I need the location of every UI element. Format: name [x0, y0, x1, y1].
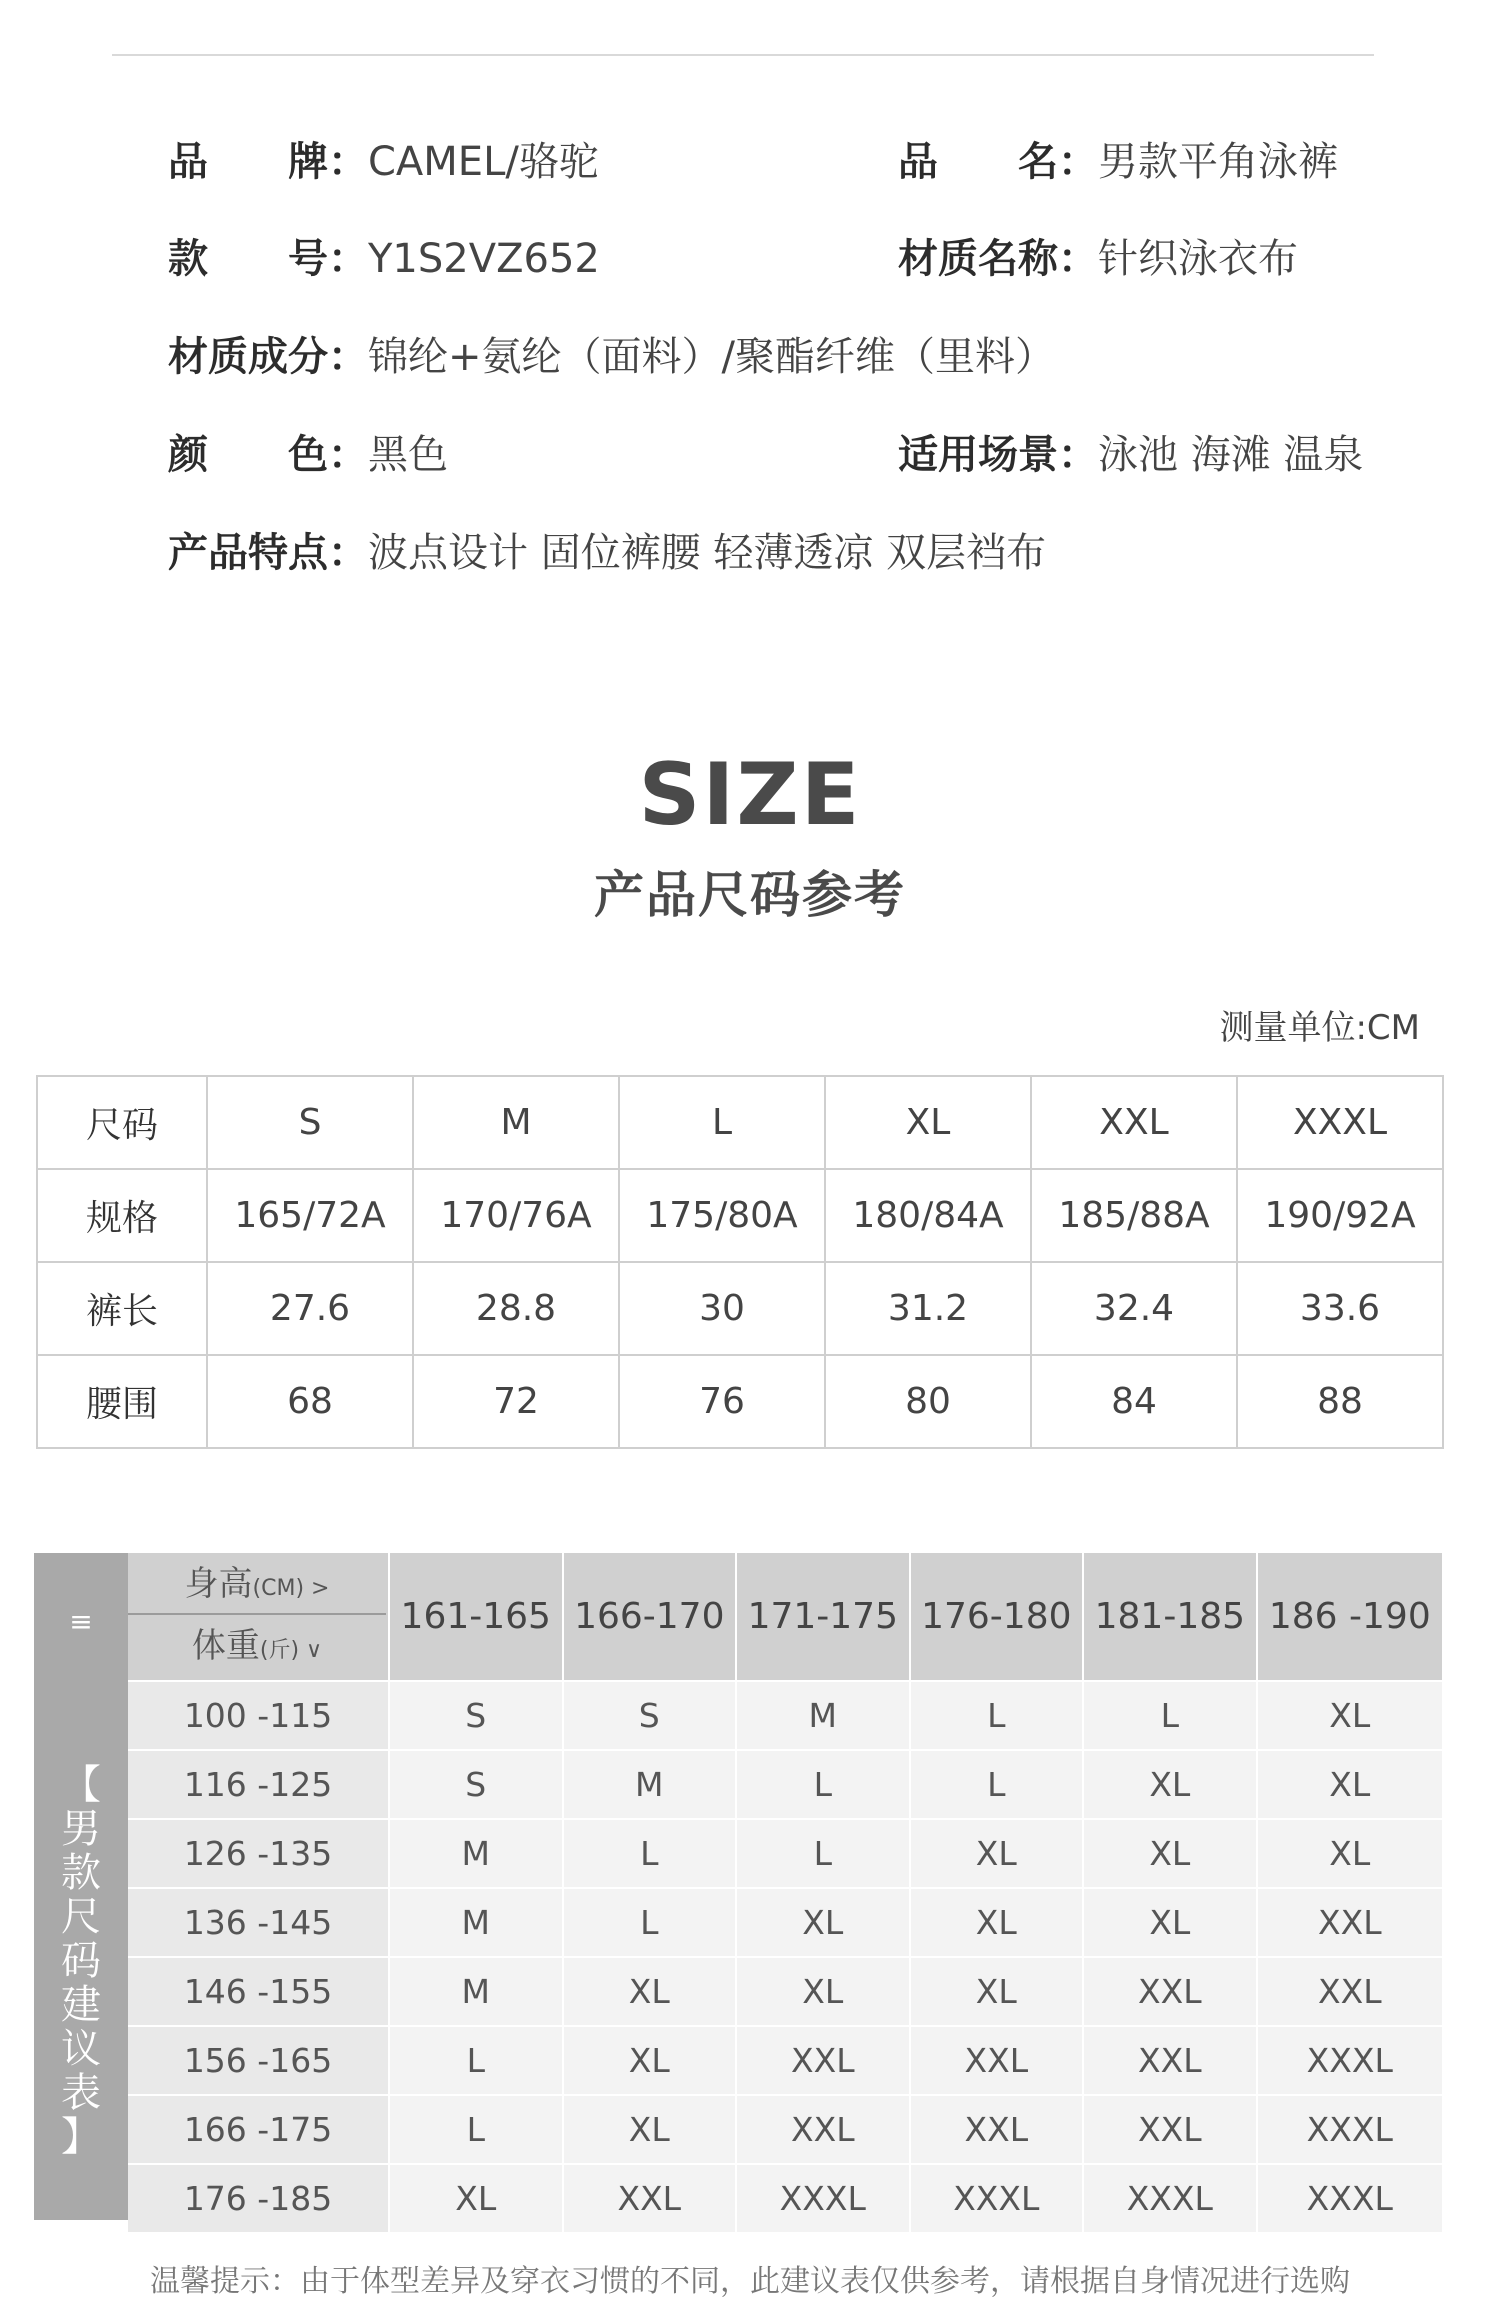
weight-row-header: 146 -155	[128, 1957, 389, 2026]
table-cell: XL	[1257, 1819, 1443, 1888]
table-cell: M	[389, 1819, 563, 1888]
features-label: 产品特点：	[168, 530, 368, 576]
weight-row-header: 156 -165	[128, 2026, 389, 2095]
brand-label: 品 牌：	[168, 139, 368, 185]
table-cell: XL	[1257, 1681, 1443, 1750]
height-column-header: 181-185	[1083, 1553, 1257, 1681]
table-cell: XL	[563, 2095, 737, 2164]
table-cell: S	[389, 1750, 563, 1819]
info-scene	[898, 425, 1363, 485]
table-cell: XXXL	[1237, 1076, 1443, 1169]
table-row	[37, 1169, 1443, 1262]
row-header: 尺码	[37, 1076, 207, 1169]
table-cell: XXXL	[910, 2164, 1084, 2232]
table-cell: XXXL	[1257, 2164, 1443, 2232]
table-cell: 28.8	[413, 1262, 619, 1355]
table-row	[128, 1819, 1443, 1888]
table-cell: 88	[1237, 1355, 1443, 1448]
table-cell: XL	[1083, 1819, 1257, 1888]
table-cell: L	[389, 2095, 563, 2164]
table-corner-header	[128, 1553, 389, 1681]
table-cell: 72	[413, 1355, 619, 1448]
table-cell: L	[563, 1888, 737, 1957]
tip-note: 温馨提示：由于体型差异及穿衣习惯的不同，此建议表仅供参考，请根据自身情况进行选购	[150, 2264, 1350, 2299]
height-column-header: 161-165	[389, 1553, 563, 1681]
recommendation-sidebar	[34, 1553, 128, 2220]
table-cell: 80	[825, 1355, 1031, 1448]
info-brand	[168, 132, 599, 192]
table-cell: 165/72A	[207, 1169, 413, 1262]
color-value: 黑色	[368, 432, 448, 478]
table-cell: XXXL	[736, 2164, 910, 2232]
weight-row-header: 126 -135	[128, 1819, 389, 1888]
table-cell: 32.4	[1031, 1262, 1237, 1355]
weight-row-header: 136 -145	[128, 1888, 389, 1957]
table-row	[128, 1681, 1443, 1750]
table-cell: 84	[1031, 1355, 1237, 1448]
color-label: 颜 色：	[168, 432, 368, 478]
table-row	[37, 1076, 1443, 1169]
table-cell: XXXL	[1257, 2095, 1443, 2164]
table-cell: L	[736, 1819, 910, 1888]
table-row	[128, 2164, 1443, 2232]
table-cell: 185/88A	[1031, 1169, 1237, 1262]
table-cell: XXL	[1083, 2095, 1257, 2164]
table-cell: 190/92A	[1237, 1169, 1443, 1262]
height-axis-label: 身高(CM) >	[128, 1553, 386, 1615]
table-row	[128, 1750, 1443, 1819]
table-cell: XXL	[910, 2095, 1084, 2164]
name-label: 品 名：	[898, 139, 1098, 185]
composition-value: 锦纶+氨纶（面料）/聚酯纤维（里料）	[368, 334, 1055, 380]
table-cell: XXL	[1083, 1957, 1257, 2026]
weight-row-header: 116 -125	[128, 1750, 389, 1819]
table-cell: M	[413, 1076, 619, 1169]
row-header: 规格	[37, 1169, 207, 1262]
style-label: 款 号：	[168, 236, 368, 282]
weight-row-header: 176 -185	[128, 2164, 389, 2232]
table-cell: L	[910, 1750, 1084, 1819]
height-column-header: 166-170	[563, 1553, 737, 1681]
table-cell: XXL	[736, 2026, 910, 2095]
scene-label: 适用场景：	[898, 432, 1098, 478]
table-cell: XL	[825, 1076, 1031, 1169]
table-cell: XL	[389, 2164, 563, 2232]
weight-axis-label: 体重(斤) ∨	[191, 1626, 323, 1666]
table-cell: 76	[619, 1355, 825, 1448]
table-cell: XL	[563, 1957, 737, 2026]
table-cell: XL	[910, 1819, 1084, 1888]
info-features	[168, 523, 1046, 583]
product-info	[0, 0, 1500, 620]
table-cell: L	[619, 1076, 825, 1169]
table-cell: XXL	[1083, 2026, 1257, 2095]
height-column-header: 186 -190	[1257, 1553, 1443, 1681]
recommendation-title: 【 男 款 尺 码 建 议 表 】	[61, 1762, 101, 2160]
scene-value: 泳池 海滩 温泉	[1098, 432, 1364, 478]
table-cell: XL	[736, 1957, 910, 2026]
table-cell: XXL	[563, 2164, 737, 2232]
table-cell: XL	[1257, 1750, 1443, 1819]
measurement-unit: 测量单位:CM	[1219, 1008, 1420, 1048]
table-cell: L	[1083, 1681, 1257, 1750]
table-cell: XL	[1083, 1750, 1257, 1819]
table-cell: 180/84A	[825, 1169, 1031, 1262]
recommendation-table	[128, 1553, 1444, 2232]
info-material-name	[898, 229, 1298, 289]
table-row	[128, 1888, 1443, 1957]
menu-icon: ≡	[69, 1605, 93, 1638]
height-column-header: 176-180	[910, 1553, 1084, 1681]
table-cell: XXL	[1257, 1957, 1443, 2026]
row-header: 腰围	[37, 1355, 207, 1448]
style-value: Y1S2VZ652	[368, 236, 600, 282]
table-row	[37, 1262, 1443, 1355]
table-cell: XL	[910, 1957, 1084, 2026]
features-value: 波点设计 固位裤腰 轻薄透凉 双层裆布	[368, 530, 1047, 576]
table-cell: 33.6	[1237, 1262, 1443, 1355]
table-cell: 170/76A	[413, 1169, 619, 1262]
material-name-value: 针织泳衣布	[1098, 236, 1298, 282]
table-cell: XL	[1083, 1888, 1257, 1957]
table-cell: M	[389, 1957, 563, 2026]
size-recommendation	[34, 1553, 1444, 2220]
info-style	[168, 229, 600, 289]
table-cell: M	[736, 1681, 910, 1750]
table-cell: XXL	[910, 2026, 1084, 2095]
table-row	[128, 2095, 1443, 2164]
table-cell: 31.2	[825, 1262, 1031, 1355]
table-cell: XXXL	[1257, 2026, 1443, 2095]
table-cell: M	[389, 1888, 563, 1957]
table-cell: 27.6	[207, 1262, 413, 1355]
table-cell: XXL	[1257, 1888, 1443, 1957]
table-cell: L	[563, 1819, 737, 1888]
info-name	[898, 132, 1338, 192]
size-table	[36, 1075, 1444, 1449]
table-cell: XL	[563, 2026, 737, 2095]
table-row	[128, 2026, 1443, 2095]
composition-label: 材质成分：	[168, 334, 368, 380]
size-title: SIZE	[638, 745, 862, 845]
table-cell: XL	[910, 1888, 1084, 1957]
material-name-label: 材质名称：	[898, 236, 1098, 282]
table-cell: S	[563, 1681, 737, 1750]
table-row	[37, 1355, 1443, 1448]
table-cell: L	[736, 1750, 910, 1819]
brand-value: CAMEL/骆驼	[368, 139, 599, 185]
table-cell: XXXL	[1083, 2164, 1257, 2232]
table-cell: L	[389, 2026, 563, 2095]
name-value: 男款平角泳裤	[1098, 139, 1338, 185]
table-cell: 175/80A	[619, 1169, 825, 1262]
weight-row-header: 100 -115	[128, 1681, 389, 1750]
table-cell: L	[910, 1681, 1084, 1750]
table-cell: 30	[619, 1262, 825, 1355]
info-composition	[168, 327, 1055, 387]
table-cell: XXL	[736, 2095, 910, 2164]
table-cell: 68	[207, 1355, 413, 1448]
table-cell: M	[563, 1750, 737, 1819]
table-cell: S	[389, 1681, 563, 1750]
table-row	[128, 1957, 1443, 2026]
row-header: 裤长	[37, 1262, 207, 1355]
weight-row-header: 166 -175	[128, 2095, 389, 2164]
table-cell: XL	[736, 1888, 910, 1957]
table-cell: XXL	[1031, 1076, 1237, 1169]
height-column-header: 171-175	[736, 1553, 910, 1681]
size-subtitle: 产品尺码参考	[594, 866, 906, 924]
info-color	[168, 425, 448, 485]
table-cell: S	[207, 1076, 413, 1169]
